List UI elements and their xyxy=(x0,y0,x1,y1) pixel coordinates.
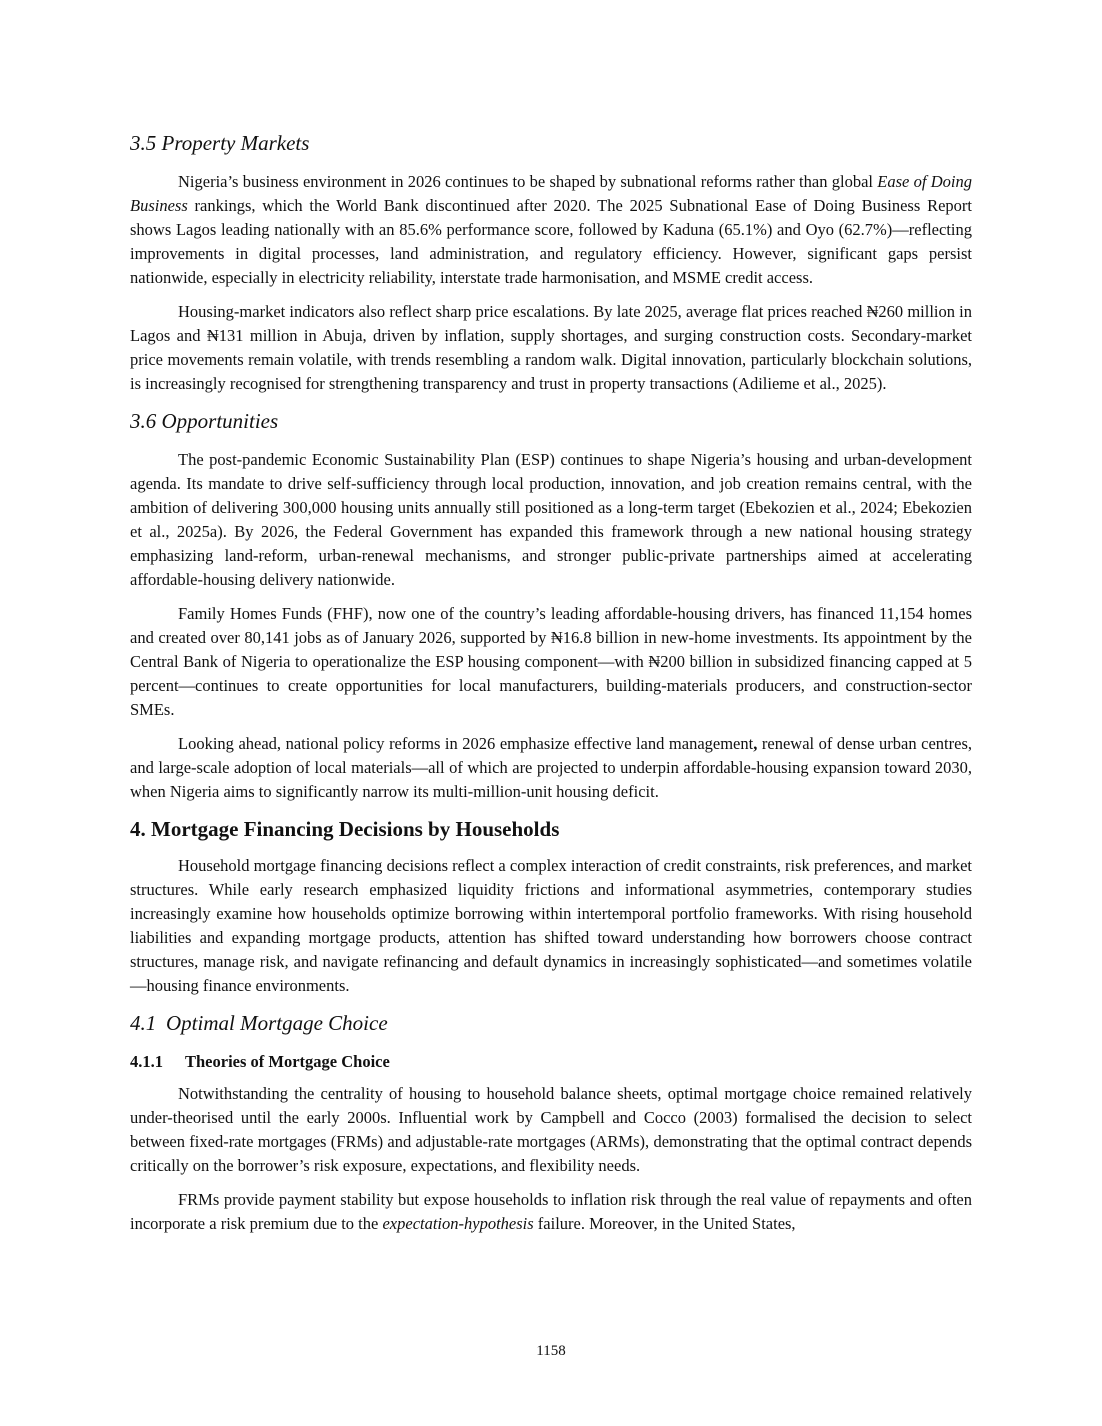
page-number: 1158 xyxy=(536,1343,566,1359)
section-number: 4.1 xyxy=(130,1011,157,1035)
paragraph xyxy=(130,170,972,290)
section-heading-4-1 xyxy=(130,1008,972,1038)
section-heading-4-1-1 xyxy=(130,1050,972,1074)
paragraph: The post-pandemic Economic Sustainability Plan (ESP) continues to shape Nigeria’s housing and urban-development agenda. Its mandate to drive self-sufficiency through local production, innovation, and job creation remains central, with the ambition of delivering 300,000 housing units annually still positioned as a long-term target (Ebekozien et al., 2024; Ebekozien et al., 2025a). By 2026, the Federal Government has expanded this framework through a new national housing strategy emphasizing land-reform, urban-renewal mechanisms, and stronger public-private partnerships aimed at accelerating affordable-housing delivery nationwide. xyxy=(130,450,972,589)
section-number: 4.1.1 xyxy=(130,1052,163,1071)
paragraph xyxy=(130,732,972,804)
paragraph xyxy=(130,1188,972,1236)
text-run: Looking ahead, national policy reforms in 2026 emphasize effective land management xyxy=(178,734,754,753)
section-heading-4: 4. Mortgage Financing Decisions by Households xyxy=(130,817,560,841)
paragraph: Housing-market indicators also reflect sharp price escalations. By late 2025, average flat prices reached ₦260 million in Lagos and ₦131 million in Abuja, driven by inflation, supply shortages, and surging construction costs. Secondary-market price movements remain volatile, with trends resembling a random walk. Digital innovation, particularly blockchain solutions, is increasingly recognised for strengthening transparency and trust in property transactions (Adilieme et al., 2025). xyxy=(130,302,972,393)
text-run: failure. Moreover, in the United States, xyxy=(533,1214,796,1233)
text-run: rankings, which the World Bank discontinued after 2020. The 2025 Subnational Ease of Doing Business Report shows Lagos leading nationally with an 85.6% performance score, followed by Kaduna (65.1%) and Oyo (62.7%)—reflecting improvements in digital processes, land administration, and regulatory efficiency. However, significant gaps persist nationwide, especially in electricity reliability, interstate trade harmonisation, and MSME credit access. xyxy=(130,196,972,287)
section-heading-3-5: 3.5 Property Markets xyxy=(130,131,310,155)
paragraph: Notwithstanding the centrality of housing to household balance sheets, optimal mortgage choice remained relatively under-theorised until the early 2000s. Influential work by Campbell and Cocco (2003) formalised the decision to select between fixed-rate mortgages (FRMs) and adjustable-rate mortgages (ARMs), demonstrating that the optimal contract depends critically on the borrower’s risk exposure, expectations, and flexibility needs. xyxy=(130,1084,972,1175)
paragraph: Family Homes Funds (FHF), now one of the country’s leading affordable-housing drivers, has financed 11,154 homes and created over 80,141 jobs as of January 2026, supported by ₦16.8 billion in new-home investments. Its appointment by the Central Bank of Nigeria to operationalize the ESP housing component—with ₦200 billion in subsidized financing capped at 5 percent—continues to create opportunities for local manufacturers, building-materials producers, and construction-sector SMEs. xyxy=(130,604,972,719)
page-body xyxy=(130,128,972,1246)
text-run: renewal of dense urban centres, and large-scale adoption of local materials—all of which are projected to underpin affordable-housing expansion toward 2030, when Nigeria aims to significantly narrow its multi-million-unit housing deficit. xyxy=(130,734,972,801)
section-heading-3-6: 3.6 Opportunities xyxy=(130,409,279,433)
italic-text-run: expectation-hypothesis xyxy=(382,1214,534,1233)
text-run: FRMs provide payment stability but expose households to inflation risk through the real value of repayments and often incorporate a risk premium due to the xyxy=(130,1190,972,1233)
italic-text-run: Ease of Doing Business xyxy=(130,172,972,215)
text-run: Nigeria’s business environment in 2026 continues to be shaped by subnational reforms rather than global xyxy=(178,172,878,191)
bold-text-run: , xyxy=(753,734,758,753)
section-title: Theories of Mortgage Choice xyxy=(185,1052,390,1071)
section-title: Optimal Mortgage Choice xyxy=(166,1011,388,1035)
paragraph: Household mortgage financing decisions reflect a complex interaction of credit constraints, risk preferences, and market structures. While early research emphasized liquidity frictions and informational asymmetries, contemporary studies increasingly examine how households optimize borrowing within intertemporal portfolio frameworks. With rising household liabilities and expanding mortgage products, attention has shifted toward understanding how borrowers choose contract structures, manage risk, and navigate refinancing and default dynamics in increasingly sophisticated—and sometimes volatile—housing finance environments. xyxy=(130,856,972,995)
